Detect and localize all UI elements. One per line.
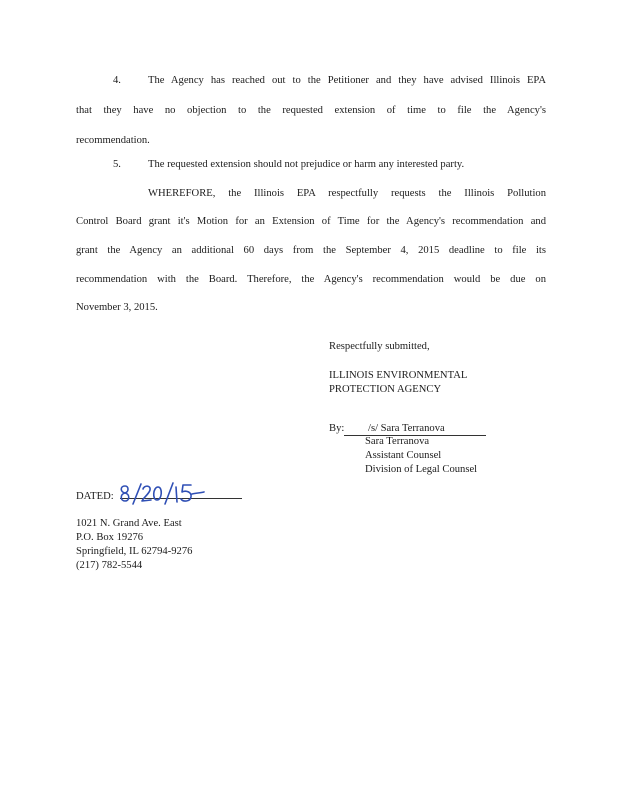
- wherefore-line1: WHEREFORE, the Illinois EPA respectfully requests the Illinois Pollution: [148, 188, 546, 199]
- wherefore-line5: November 3, 2015.: [76, 302, 158, 313]
- signed-name: /s/ Sara Terranova: [368, 423, 445, 434]
- para5-text: The requested extension should not prejudice or harm any interested party.: [148, 159, 465, 170]
- wherefore-line3: grant the Agency an additional 60 days from the September 4, 2015 deadline to file its: [76, 245, 546, 256]
- para4-number: 4.: [113, 75, 121, 86]
- address-line4: (217) 782-5544: [76, 560, 143, 571]
- para4-line1: The Agency has reached out to the Petitioner and they have advised Illinois EPA: [148, 75, 546, 86]
- address-line2: P.O. Box 19276: [76, 532, 144, 543]
- para4-line3: recommendation.: [76, 135, 150, 146]
- signer-division: Division of Legal Counsel: [365, 464, 478, 475]
- signer-title: Assistant Counsel: [365, 450, 442, 461]
- wherefore-line4: recommendation with the Board. Therefore, the Agency's recommendation would be due on: [76, 274, 546, 285]
- signer-name: Sara Terranova: [365, 436, 430, 447]
- dated-label: DATED:: [76, 491, 114, 502]
- org-line1: ILLINOIS ENVIRONMENTAL: [329, 370, 468, 381]
- org-line2: PROTECTION AGENCY: [329, 384, 442, 395]
- address-line1: 1021 N. Grand Ave. East: [76, 518, 182, 529]
- para4-line2: that they have no objection to the requested extension of time to file the Agency's: [76, 105, 546, 116]
- closing: Respectfully submitted,: [329, 341, 430, 352]
- wherefore-line2: Control Board grant it's Motion for an Extension of Time for the Agency's recommendation and: [76, 216, 546, 227]
- handwritten-date: [116, 480, 208, 510]
- address-line3: Springfield, IL 62794-9276: [76, 546, 193, 557]
- by-label: By:: [329, 423, 345, 434]
- para5-number: 5.: [113, 159, 121, 170]
